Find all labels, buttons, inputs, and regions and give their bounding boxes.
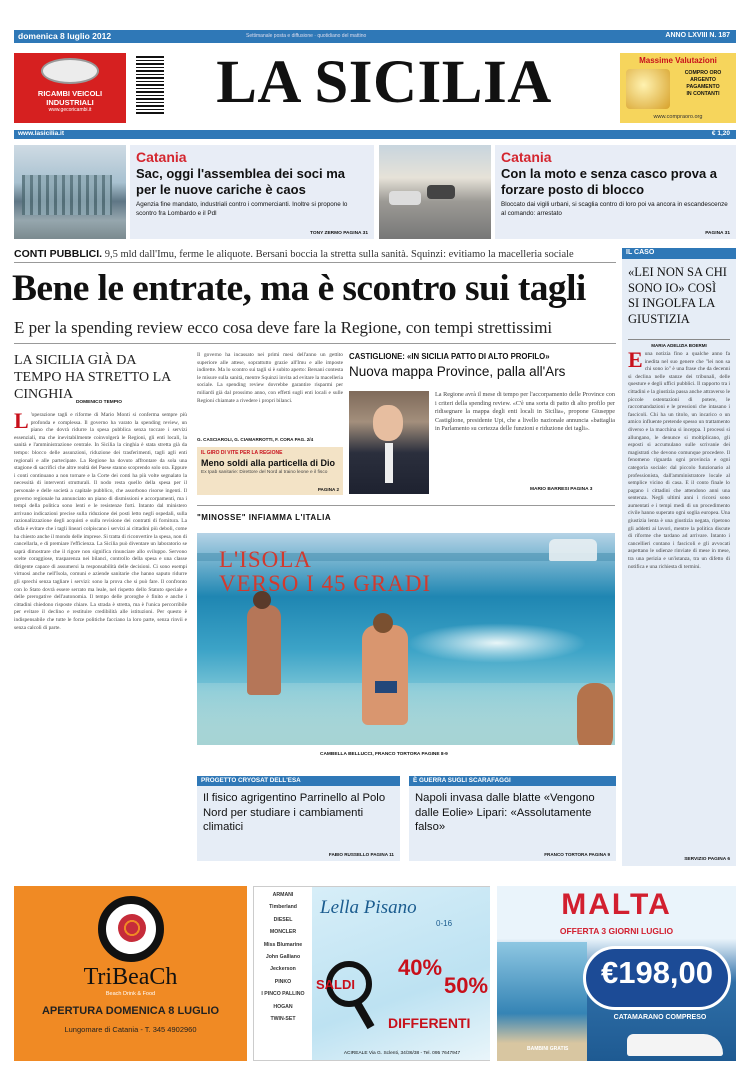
story1-page: PAGINA 11 [370,852,394,857]
lead-body: Il governo ha incassato nei primi mesi dell'anno un gettito superiore alle attese, soprattutto grazie all'Imu e alle imposte indirette. Ma lo scontro sui tagli si è subito aperto: Bersani contesta le misure sulla sanità, mentre Squinzi invita ad evitare la macelleria sociale. La spending review dovrebbe garantire risparmi per miliardi già dal prossimo anno, con effetti sugli enti locali e sulle Regioni chiamate a rivedere i propri bilanci. [197,352,343,404]
regione-box[interactable] [197,447,343,495]
pisano-sub: 0-16 [436,919,453,928]
boat-icon [549,539,597,561]
heat-caption: CAMBELLA BELLUCCI, FRANCO TORTORA [320,752,421,757]
pisano-saldi: SALDI [316,977,355,992]
teaser-right-page: PAGINA 31 [705,231,730,236]
pisano-brand: Lella Pisano [320,897,417,918]
brand-5: John Galliano [265,954,301,961]
tribeach-opening: APERTURA DOMENICA 8 LUGLIO [41,1005,220,1017]
castiglione-kicker: CASTIGLIONE: «IN SICILIA PATTO DI ALTO PROFILO» [349,352,550,361]
story2-headline: Napoli invasa dalle blatte «Vengono dalle Eolie» Lipari: «Assolutamente falso» [415,792,595,833]
ear-ad-url: www.gecoricambi.it [48,107,92,113]
story1-headline: Il fisico agrigentino Parrinello al Polo Nord per studiare i cambiamenti climatici [203,792,386,833]
person-3 [577,683,613,745]
edition-number: ANNO LXVIII N. 187 [665,32,730,39]
ad-pisano[interactable] [253,886,490,1061]
strap-line [14,248,614,260]
teaser-right-summary: Bloccato dai vigili urbani, si scaglia contro di loro poi va ancora in escandescenze al comando: arrestato [501,201,728,217]
caso-body: Euna notizia fino a qualche anno fa inedita nel suo genere che "lei non sa chi sono io" è una frase che da decenni si declina nelle stanze dei tribunali, delle questure e degli uffici pubblici. Il rapporto tra i cittadini e la giustizia passa anche attraverso le piccole ostentazioni di potere, le raccomandazioni e le pressioni che intasano i fascicoli. Chi ha un titolo, un incarico o un amico influente pretende spesso un trattamento diverso e la macchina si inceppa. I processi si allungano, le denunce si moltiplicano, gli esposti si accumulano sulle scrivanie dei magistrati che devono comunque procedere. Il fenomeno riguarda ogni provincia e ogni categoria sociale: dal piccolo funzionario al professionista, dall'amministratore locale al semplice vicino di casa. E il conto finale lo pagano i cittadini che attendono anni una sentenza. Negli ultimi anni i ricorsi sono aumentati e i tempi medi di un procedimento civile hanno superato ogni soglia europea. Una giustizia lenta è una giustizia negata, ripetono gli addetti ai lavori, mentre la politica discute di riforme che tardano ad arrivare. Intanto i cancellieri contano i fascicoli e gli avvocati aspettano le udienze rinviate di mese in mese, tra una perizia e un'istanza, tra un difetto di notifica e una richiesta di termini. [628,348,730,570]
ad-tribeach[interactable] [14,886,247,1061]
editorial-body: L 'operazione tagli e riforme di Mario Monti si conferma sempre più profonda e complessa. Il governo ha varato la spending review, un piano che dovrà ridurre la spesa pubblica senza toccare i servizi essenziali, ma che inevitabilmente coinvolgerà le Regioni, gli enti locali, la sanità e l'amministrazione centrale. In Sicilia la cinghia è stata stretta già da tempo: blocco delle assunzioni, riduzione dei trasferimenti, tagli agli enti regionali e alle partecipate. La Regione ha dovuto affrontare da sola una stagione di sacrifici che altre realtà del Paese stanno scoprendo solo ora. Eppure i conti continuano a non tornare e la Corte dei conti ha più volte segnalato la necessità di interventi strutturali. Il nodo resta quello della spesa per il personale e delle società a capitale pubblico, che assorbono risorse ingenti. Il governo regionale ha annunciato un piano di dismissioni e accorpamenti, ma i tempi della politica sono lenti e le resistenze forti. Intanto dal ministero arrivano indicazioni precise sulla riduzione dei posti letto negli ospedali, sulla razionalizzazione degli acquisti e sulla revisione dei contratti di fornitura. La sfida è evitare che i tagli lineari colpiscano i servizi ai cittadini più deboli, come ha chiesto anche il mondo delle imprese. Si tratta di riconvertire la spesa, non di cancellarla, e di premiare l'efficienza. La Sicilia può diventare un laboratorio se saprà dimostrare che il rigore non significa rinunciare allo sviluppo. Servono scelte coraggiose, trasparenza nei bilanci, controllo della spesa e una classe dirigente capace di assumersi la responsabilità delle decisioni. Ci sono esempi virtuosi anche nell'Isola, comuni e aziende sanitarie che hanno saputo ridurre gli sprechi senza tagliare i servizi: sono la prova che si può fare. Il confronto con lo Stato dovrà essere serrato ma leale, nel rispetto dello Statuto speciale e delle prerogative dell'autonomia. Il tempo delle proroghe è finito e anche i cittadini chiedono risposte chiare. La strada è stretta, ma è l'unica percorribile per evitare il declino e restituire credibilità alle istituzioni. Per questo è indispensabile che tutte le forze politiche facciano la loro parte, senza rinvii e senza calcoli di parte. [14,412,187,631]
ear-ad-right-url: www.compraoro.org [653,114,703,120]
malta-price-badge [583,946,731,1010]
story2[interactable] [409,776,616,861]
ear-ad-right-title: Massime Valutazioni [639,56,717,65]
castiglione-page: PAGINA 3 [570,487,593,492]
story2-page: PAGINA 9 [588,852,610,857]
brand-0: ARMANI [272,892,294,898]
story1-label: PROGETTO CRYOSAT DELL'ESA [197,776,400,786]
story2-byline: FRANCO TORTORA [544,852,588,857]
person-1 [247,605,281,695]
website-link[interactable]: www.lasicilia.it [18,130,64,137]
malta-small: BAMBINI GRATIS [527,1046,569,1052]
editorial-author: DOMENICO TEMPIO [75,400,123,405]
portrait-face-icon [373,405,403,441]
ear-ad-right[interactable] [620,53,736,123]
malta-title: MALTA [561,888,672,921]
issue-date: domenica 8 luglio 2012 [18,31,112,41]
brand-10: TWIN-SET [270,1016,296,1023]
heat-kicker: "MINOSSE" INFIAMMA L'ITALIA [197,513,332,522]
ear-ad-right-l1: COMPRO ORO [684,70,722,76]
pisano-diff: DIFFERENTI [388,1015,471,1031]
caso-column[interactable] [622,248,736,866]
brand-1: Timberland [269,904,297,911]
tribeach-logo-icon [98,896,164,962]
brand-3: MONCLER [269,929,297,936]
teaser-left-summary: Agenzia fine mandato, industriali contro i commercianti. Inoltre si propone lo scontro fra Lombardo e il Pdl [136,201,348,217]
heat-page: PAGINE 8-9 [421,752,448,757]
teaser-left-page: PAGINA 31 [343,231,368,236]
caso-page: PAGINA 6 [707,857,730,862]
teaser-right-headline: Con la moto e senza casco prova a forzare posto di blocco [501,166,718,197]
castiglione-byline: MARIO BARRESI [530,487,569,492]
ear-ad-right-l2: ARGENTO [690,77,716,83]
teaser-right-section: Catania [501,149,552,165]
ear-ad-line2: INDUSTRIALI [46,98,94,107]
strap-label: CONTI PUBBLICI. [14,248,103,260]
caso-byline: SERVIZIO [684,857,707,862]
heat-overlay-line2: VERSO I 45 GRADI [219,571,432,596]
catamaran-icon [627,1034,723,1056]
ear-ad-right-l4: IN CONTANTI [686,91,720,97]
caso-author: MARIA ADELIZIA BOERMI [628,339,730,348]
lead-headline[interactable]: Bene le entrate, ma è scontro sui tagli [12,268,586,309]
teaser-left-headline: Sac, oggi l'assemblea dei soci ma per le nuove cariche è caos [136,166,346,197]
regione-box-sub: Ex Ipab sanitarie: Direttore del Nord al traino leone e il fisco [201,470,328,475]
masthead-title: LA SICILIA [216,49,552,116]
teaser-left-section: Catania [136,149,187,165]
pisano-pct1: 40% [398,955,443,980]
pisano-pct2: 50% [444,973,489,998]
person-2 [362,625,408,725]
story1[interactable] [197,776,400,861]
lead-subhead: E per la spending review ecco cosa deve fare la Regione, con tempi strettissimi [14,318,553,337]
tribeach-brand: TriBeaCh [83,964,178,990]
caso-headline: «LEI NON SA CHI SONO IO» COSÌ SI INGOLFA LA GIUSTIZIA [628,265,727,326]
brand-4: Miss Blumarine [263,941,303,948]
teaser-left-byline: TONY ZERMO [310,231,342,236]
story2-label: È GUERRA SUGLI SCARAFAGGI [409,776,616,786]
regione-box-page: PAGINA 2 [317,487,339,492]
tribeach-address: Lungomare di Catania - T. 345 4902960 [64,1025,197,1034]
teaser-right[interactable] [495,145,736,239]
barcode [136,56,164,114]
malta-offer: OFFERTA 3 GIORNI LUGLIO [559,926,674,936]
masthead-rule [14,130,736,139]
regione-box-title: IL GIRO DI VITE PER LA REGIONE [201,450,283,456]
tribeach-tag: Beach Drink & Food [105,991,156,997]
top-bar [14,30,736,43]
pisano-brand-list [258,889,308,1025]
ricambi-logo-icon [41,58,99,84]
brand-7: PINKO [274,978,292,985]
ad-malta[interactable] [497,886,736,1061]
castiglione-photo [349,391,429,494]
castiglione-body: La Regione avrà il mese di tempo per l'accorpamento delle Province con i criteri della spending review. «C'è una sorta di patto di alto profilo per ridisegnare la mappa degli enti locali in Sicilia», propone Giuseppe Castiglione, presidente Upi, che a livello nazionale annuncia «battaglia in Parlamento su certezza delle funzioni e riduzione dei tagli». [435,391,615,433]
editorial-headline[interactable]: LA SICILIA GIÀ DA TEMPO HA STRETTO LA CINGHIA [14,353,171,402]
heat-overlay-line1: L'ISOLA [219,547,312,572]
pisano-address: ACIREALE Via G. Sclenti, 34/36/38 - Tel. 095 7647947 [343,1051,461,1056]
inline-ref-page: PAG. 2/4 [294,437,314,442]
price: € 1,20 [711,130,730,137]
top-info: Settimanale posta e diffusione · quotidiano del mattino [246,33,367,39]
regione-box-headline: Meno soldi alla particella di Dio [201,458,336,468]
inline-ref-names: G. CASCIAROLI, G. CIAMARROTTI, F. CORA [197,437,294,442]
caso-label: IL CASO [622,248,736,259]
teaser-left[interactable] [130,145,374,239]
brand-8: I PINCO PALLINO [261,991,305,998]
ear-ad-right-l3: PAGAMENTO [686,84,720,90]
strap-text: 9,5 mld dall'Imu, ferme le aliquote. Bersani boccia la stretta sulla sanità. Squinzi: evitiamo la macelleria sociale [104,249,574,260]
inline-ref [197,437,343,442]
malta-price: €198,00 [600,955,714,990]
teaser-left-photo[interactable] [14,145,126,239]
ear-ad-line1: RICAMBI VEICOLI [37,89,103,98]
brand-2: DIESEL [273,916,293,923]
malta-note: CATAMARANO COMPRESO [613,1014,707,1021]
castiglione-headline[interactable]: Nuova mappa Province, palla all'Ars [349,364,566,379]
ear-ad-left[interactable] [14,53,126,123]
brand-6: Jeckerson [270,966,296,973]
heat-photo[interactable] [197,533,615,745]
story1-byline: FABIO RUSSELLO [328,852,370,857]
gold-image-icon [626,69,670,109]
teaser-right-photo[interactable] [379,145,491,239]
brand-9: HOGAN [273,1003,293,1010]
